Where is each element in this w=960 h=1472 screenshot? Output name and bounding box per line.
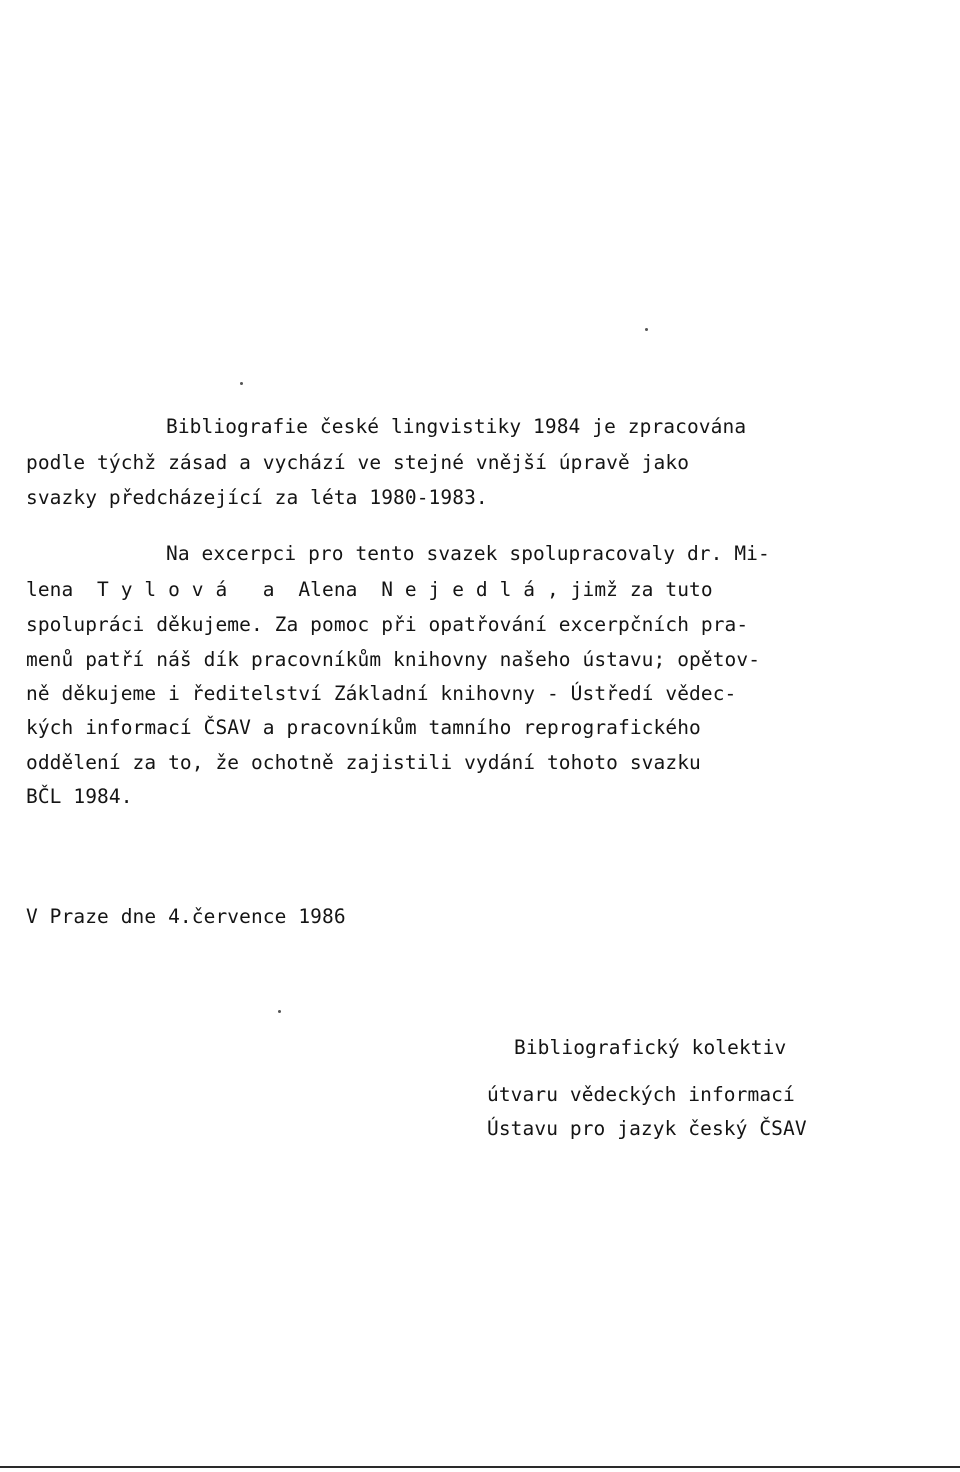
place-date: V Praze dne 4.července 1986 bbox=[26, 905, 346, 928]
signature-line: útvaru vědeckých informací bbox=[487, 1083, 795, 1106]
signature-line: Bibliografický kolektiv bbox=[514, 1036, 787, 1059]
text-line: ně děkujeme i ředitelství Základní knihovny - Ústředí vědec- bbox=[26, 682, 737, 705]
text-line: kých informací ČSAV a pracovníkům tamního reprografického bbox=[26, 716, 701, 739]
scan-bottom-edge bbox=[0, 1466, 960, 1468]
text-line: Bibliografie české lingvistiky 1984 je zpracována bbox=[166, 415, 747, 438]
scan-speck bbox=[645, 328, 648, 331]
text-line: oddělení za to, že ochotně zajistili vydání tohoto svazku bbox=[26, 751, 701, 774]
text-line: BČL 1984. bbox=[26, 785, 133, 808]
scan-speck bbox=[278, 1010, 281, 1013]
text-line: Na excerpci pro tento svazek spolupracovaly dr. Mi- bbox=[166, 542, 770, 565]
text-line: menů patří náš dík pracovníkům knihovny našeho ústavu; opětov- bbox=[26, 648, 761, 671]
signature-line: Ústavu pro jazyk český ČSAV bbox=[487, 1117, 807, 1140]
text-line: svazky předcházející za léta 1980-1983. bbox=[26, 486, 488, 509]
text-line: podle týchž zásad a vychází ve stejné vnější úpravě jako bbox=[26, 451, 690, 474]
text-line: lena T y l o v á a Alena N e j e d l á , jimž za tuto bbox=[26, 578, 713, 601]
text-line: spolupráci děkujeme. Za pomoc při opatřování excerpčních pra- bbox=[26, 613, 749, 636]
scan-speck bbox=[240, 382, 243, 385]
